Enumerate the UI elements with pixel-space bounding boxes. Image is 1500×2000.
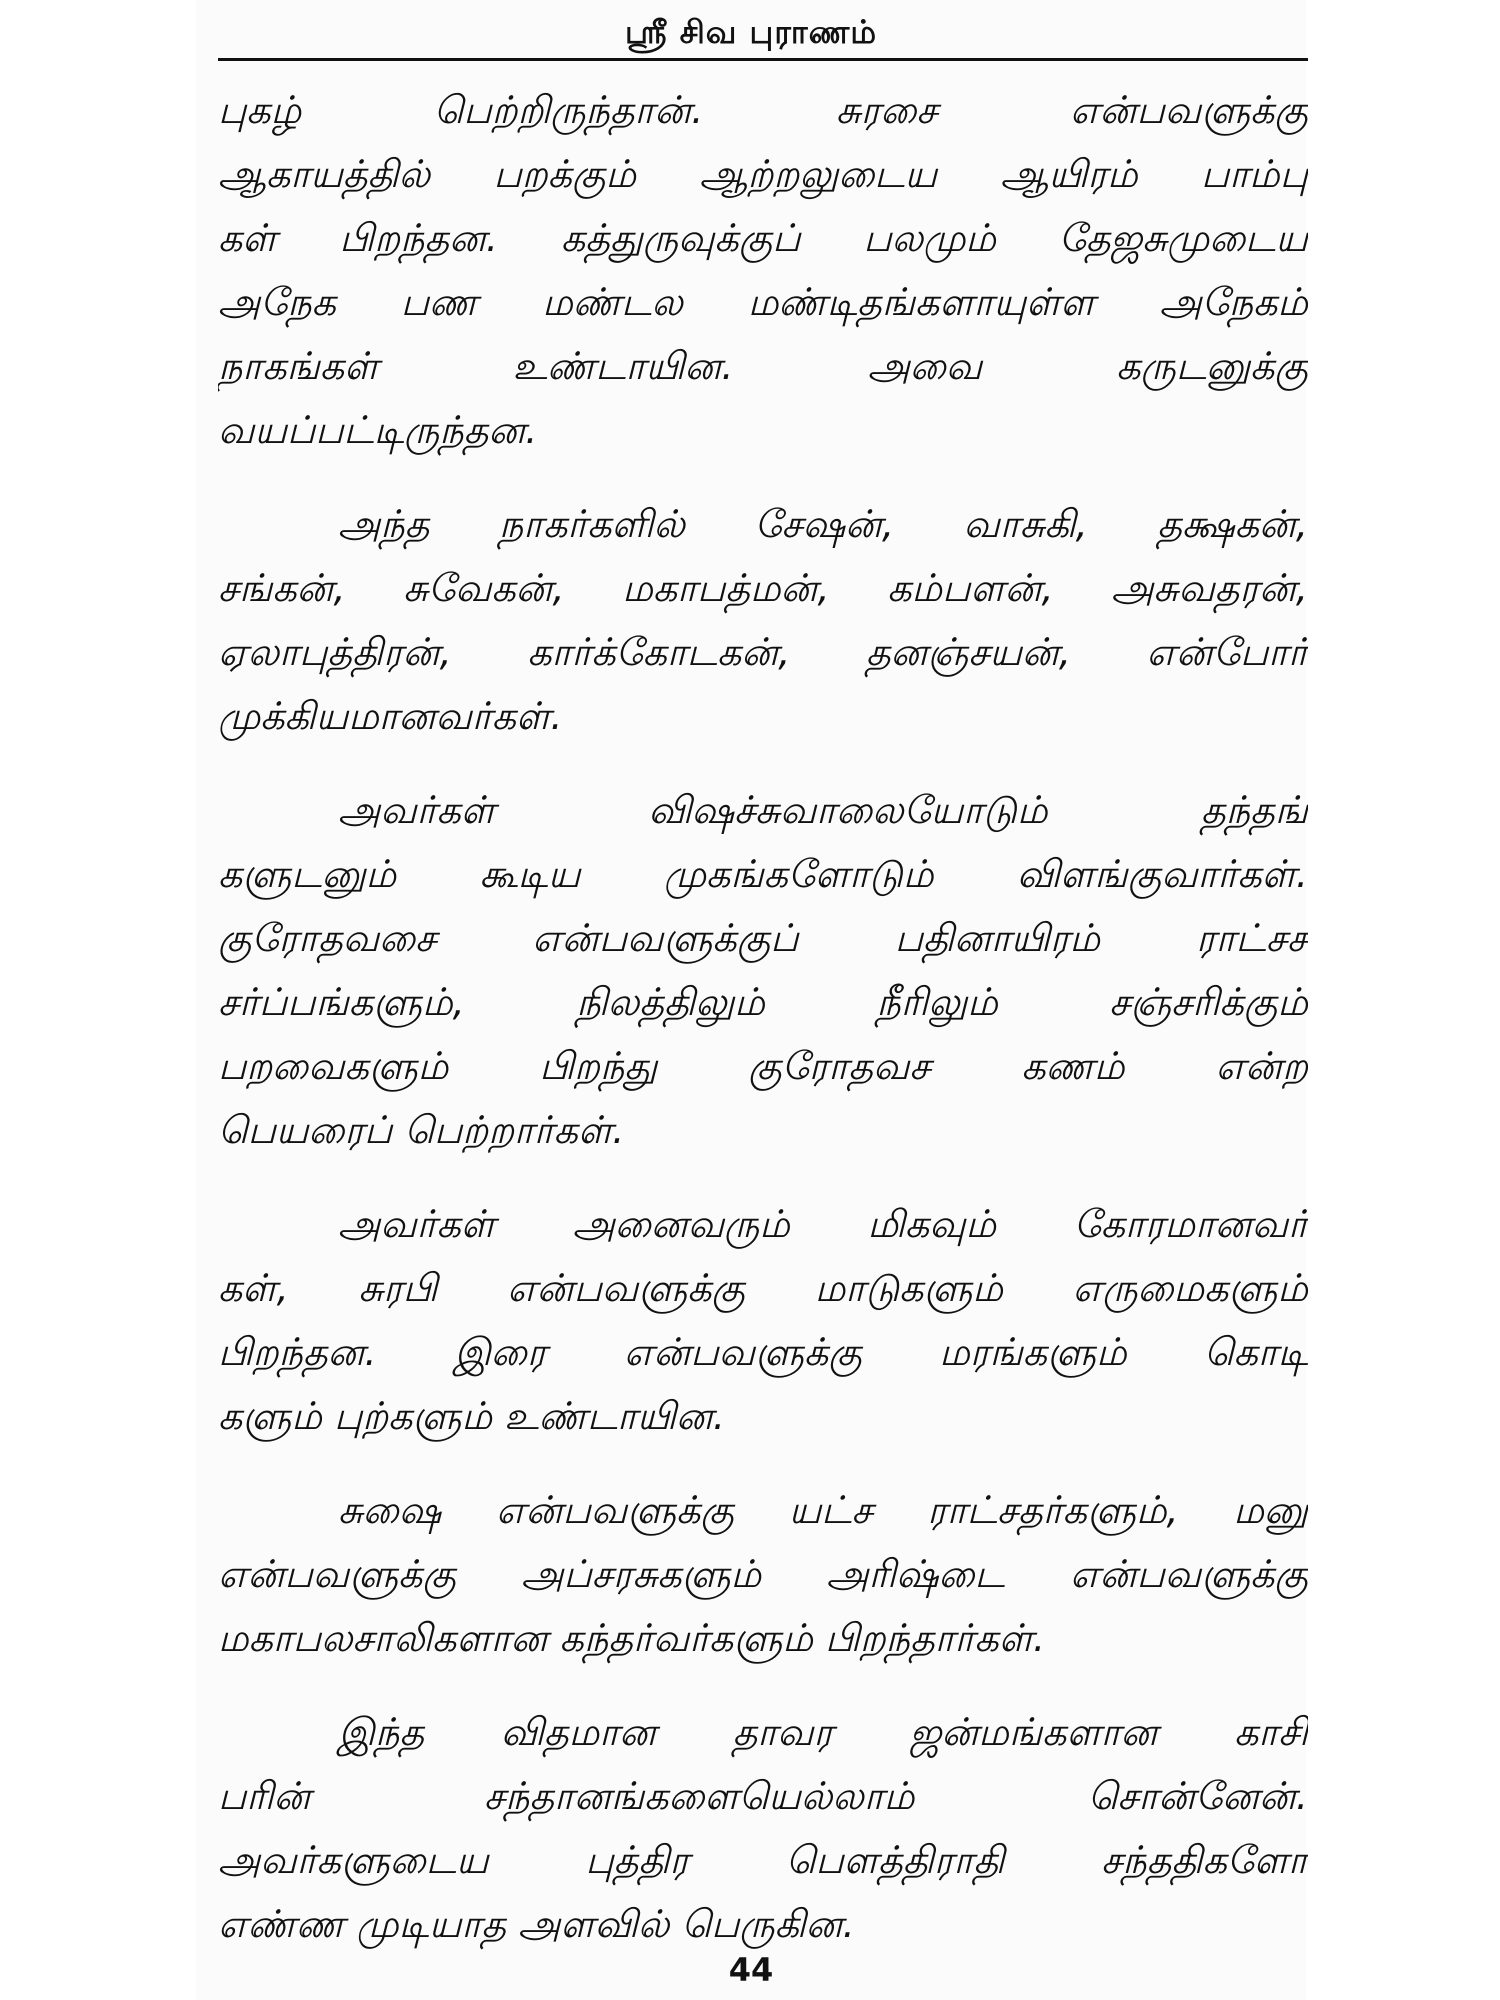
text-line: களும் புற்களும் உண்டாயின.	[218, 1394, 725, 1438]
text-line: பரின் சந்தானங்களையெல்லாம் சொன்னேன்.	[218, 1774, 1308, 1818]
text-line: என்பவளுக்கு அப்சரசுகளும் அரிஷ்டை என்பவளுக்கு	[218, 1552, 1308, 1596]
text-line: களுடனும் கூடிய முகங்களோடும் விளங்குவார்கள்.	[218, 852, 1308, 896]
paragraph-3	[218, 778, 1308, 1162]
text-line: கள், சுரபி என்பவளுக்கு மாடுகளும் எருமைகளும்	[218, 1266, 1308, 1310]
header-rule	[218, 58, 1308, 61]
paragraph-1	[218, 78, 1308, 462]
text-line: குரோதவசை என்பவளுக்குப் பதினாயிரம் ராட்சச	[218, 916, 1308, 960]
text-line: மகாபலசாலிகளான கந்தர்வர்களும் பிறந்தார்கள்.	[218, 1616, 1046, 1660]
book-page	[196, 0, 1306, 2000]
text-line: பிறந்தன. இரை என்பவளுக்கு மரங்களும் கொடி	[218, 1330, 1308, 1374]
page-number: 44	[728, 1951, 774, 1989]
paragraph-4	[218, 1192, 1308, 1448]
text-line: கள் பிறந்தன. கத்துருவுக்குப் பலமும் தேஜசுமுடைய	[218, 216, 1308, 260]
text-line: அவர்களுடைய புத்திர பௌத்திராதி சந்ததிகளோ	[218, 1838, 1308, 1882]
text-line: ஏலாபுத்திரன், கார்க்கோடகன், தனஞ்சயன், என்போர்	[218, 630, 1308, 674]
body-text	[218, 78, 1308, 1986]
text-line: நாகங்கள் உண்டாயின. அவை கருடனுக்கு	[218, 344, 1308, 388]
text-line: இந்த விதமான தாவர ஜன்மங்களான காசி	[338, 1710, 1308, 1754]
text-line: அவர்கள் விஷச்சுவாலையோடும் தந்தங்	[338, 788, 1308, 832]
text-line: அந்த நாகர்களில் சேஷன், வாசுகி, தக்ஷகன்,	[338, 502, 1308, 546]
text-line: ஆகாயத்தில் பறக்கும் ஆற்றலுடைய ஆயிரம் பாம்பு	[218, 152, 1308, 196]
paragraph-2	[218, 492, 1308, 748]
text-line: சுஷை என்பவளுக்கு யட்ச ராட்சதர்களும், மனு	[338, 1488, 1308, 1532]
text-line: எண்ண முடியாத அளவில் பெருகின.	[218, 1902, 855, 1946]
text-line: அநேக பண மண்டல மண்டிதங்களாயுள்ள அநேகம்	[218, 280, 1308, 324]
text-line: அவர்கள் அனைவரும் மிகவும் கோரமானவர்	[338, 1202, 1308, 1246]
text-line: பறவைகளும் பிறந்து குரோதவச கணம் என்ற	[218, 1044, 1308, 1088]
paragraph-6	[218, 1700, 1308, 1956]
running-title: ஸ்ரீ சிவ புராணம்	[624, 13, 878, 51]
text-line: வயப்பட்டிருந்தன.	[218, 408, 538, 452]
text-line: சர்ப்பங்களும், நிலத்திலும் நீரிலும் சஞ்சரிக்கும்	[218, 980, 1308, 1024]
text-line: புகழ் பெற்றிருந்தான். சுரசை என்பவளுக்கு	[218, 88, 1308, 132]
text-line: முக்கியமானவர்கள்.	[218, 694, 563, 738]
text-line: சங்கன், சுவேகன், மகாபத்மன், கம்பளன், அசுவதரன்,	[218, 566, 1308, 610]
text-line: பெயரைப் பெற்றார்கள்.	[218, 1108, 625, 1152]
page-header	[196, 8, 1306, 56]
paragraph-5	[218, 1478, 1308, 1670]
